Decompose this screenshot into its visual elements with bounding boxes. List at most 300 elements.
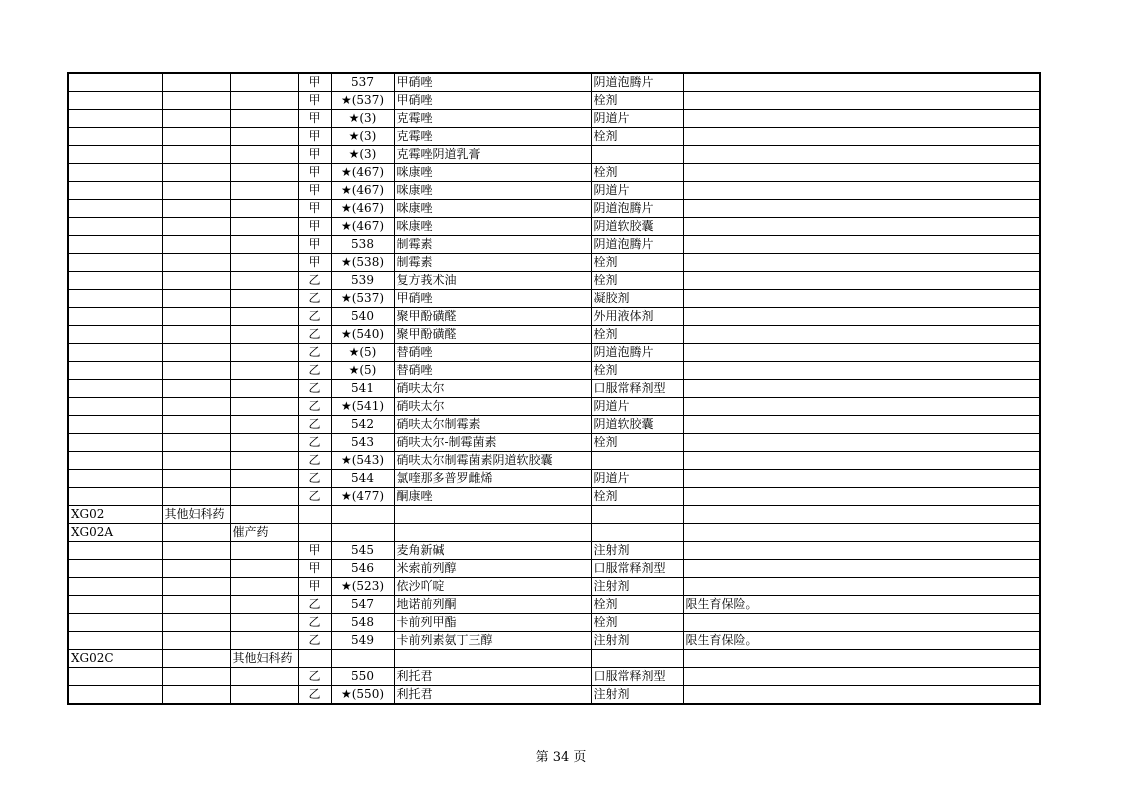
category-code-cell (68, 452, 162, 470)
note-cell (683, 434, 1040, 452)
category-code-cell (68, 470, 162, 488)
note-cell (683, 416, 1040, 434)
table-row (68, 434, 1040, 452)
class-cell: 乙 (298, 452, 331, 470)
table-row (68, 416, 1040, 434)
subcategory-name-cell: 催产药 (230, 524, 298, 542)
category-name-cell (162, 470, 230, 488)
category-code-cell (68, 632, 162, 650)
class-cell: 甲 (298, 236, 331, 254)
drug-name-cell: 硝呋太尔 (394, 398, 591, 416)
dosage-form-cell (591, 524, 683, 542)
dosage-form-cell (591, 452, 683, 470)
category-name-cell (162, 182, 230, 200)
drug-name-cell: 甲硝唑 (394, 290, 591, 308)
dosage-form-cell: 阴道泡腾片 (591, 73, 683, 92)
drug-name-cell: 替硝唑 (394, 362, 591, 380)
dosage-form-cell: 口服常释剂型 (591, 560, 683, 578)
dosage-form-cell (591, 650, 683, 668)
drug-name-cell: 聚甲酚磺醛 (394, 326, 591, 344)
category-code-cell (68, 416, 162, 434)
subcategory-name-cell (230, 290, 298, 308)
note-cell (683, 470, 1040, 488)
page-number: 第 34 页 (535, 750, 587, 765)
class-cell: 甲 (298, 218, 331, 236)
class-cell: 乙 (298, 614, 331, 632)
dosage-form-cell: 栓剂 (591, 488, 683, 506)
drug-name-cell: 酮康唑 (394, 488, 591, 506)
class-cell: 甲 (298, 110, 331, 128)
dosage-form-cell (591, 146, 683, 164)
number-cell: ★(467) (331, 200, 394, 218)
dosage-form-cell: 凝胶剂 (591, 290, 683, 308)
note-cell (683, 668, 1040, 686)
category-name-cell (162, 73, 230, 92)
subcategory-name-cell (230, 344, 298, 362)
table-row (68, 542, 1040, 560)
number-cell: 538 (331, 236, 394, 254)
category-code-cell (68, 344, 162, 362)
category-code-cell (68, 488, 162, 506)
drug-name-cell: 硝呋太尔-制霉菌素 (394, 434, 591, 452)
table-row (68, 470, 1040, 488)
number-cell: ★(5) (331, 362, 394, 380)
number-cell (331, 506, 394, 524)
dosage-form-cell: 注射剂 (591, 578, 683, 596)
table-row (68, 452, 1040, 470)
number-cell: ★(3) (331, 128, 394, 146)
table-row (68, 506, 1040, 524)
number-cell: ★(523) (331, 578, 394, 596)
note-cell (683, 146, 1040, 164)
class-cell (298, 524, 331, 542)
number-cell: ★(541) (331, 398, 394, 416)
dosage-form-cell: 栓剂 (591, 92, 683, 110)
table-row (68, 398, 1040, 416)
drug-name-cell: 利托君 (394, 668, 591, 686)
dosage-form-cell: 注射剂 (591, 632, 683, 650)
subcategory-name-cell (230, 380, 298, 398)
table-row (68, 614, 1040, 632)
subcategory-name-cell (230, 686, 298, 705)
category-name-cell (162, 164, 230, 182)
category-code-cell (68, 128, 162, 146)
dosage-form-cell: 阴道泡腾片 (591, 200, 683, 218)
table-row (68, 236, 1040, 254)
category-name-cell (162, 308, 230, 326)
table-row (68, 146, 1040, 164)
note-cell (683, 73, 1040, 92)
note-cell (683, 614, 1040, 632)
category-code-cell (68, 362, 162, 380)
drug-name-cell: 氯喹那多普罗雌烯 (394, 470, 591, 488)
number-cell: ★(3) (331, 110, 394, 128)
category-name-cell (162, 272, 230, 290)
number-cell: ★(3) (331, 146, 394, 164)
drug-name-cell: 咪康唑 (394, 200, 591, 218)
subcategory-name-cell (230, 164, 298, 182)
subcategory-name-cell (230, 434, 298, 452)
dosage-form-cell: 栓剂 (591, 362, 683, 380)
category-code-cell (68, 326, 162, 344)
dosage-form-cell: 注射剂 (591, 686, 683, 705)
number-cell: 537 (331, 73, 394, 92)
category-code-cell (68, 254, 162, 272)
category-name-cell (162, 380, 230, 398)
category-name-cell (162, 146, 230, 164)
category-code-cell (68, 92, 162, 110)
drug-name-cell: 卡前列甲酯 (394, 614, 591, 632)
table-row (68, 110, 1040, 128)
dosage-form-cell: 阴道泡腾片 (591, 344, 683, 362)
class-cell: 乙 (298, 488, 331, 506)
note-cell (683, 92, 1040, 110)
category-name-cell (162, 686, 230, 705)
table-row (68, 344, 1040, 362)
subcategory-name-cell (230, 452, 298, 470)
dosage-form-cell: 口服常释剂型 (591, 668, 683, 686)
category-name-cell (162, 524, 230, 542)
class-cell: 甲 (298, 578, 331, 596)
number-cell: 547 (331, 596, 394, 614)
table-row (68, 524, 1040, 542)
drug-table (67, 72, 1041, 705)
class-cell: 乙 (298, 470, 331, 488)
table-row (68, 560, 1040, 578)
class-cell: 乙 (298, 290, 331, 308)
category-name-cell (162, 92, 230, 110)
note-cell (683, 506, 1040, 524)
drug-name-cell: 米索前列醇 (394, 560, 591, 578)
note-cell (683, 272, 1040, 290)
class-cell: 乙 (298, 326, 331, 344)
drug-name-cell (394, 506, 591, 524)
subcategory-name-cell (230, 632, 298, 650)
subcategory-name-cell (230, 73, 298, 92)
class-cell: 乙 (298, 632, 331, 650)
number-cell: ★(477) (331, 488, 394, 506)
note-cell (683, 164, 1040, 182)
number-cell: ★(467) (331, 164, 394, 182)
dosage-form-cell: 阴道片 (591, 470, 683, 488)
category-code-cell (68, 668, 162, 686)
category-code-cell (68, 686, 162, 705)
dosage-form-cell: 栓剂 (591, 434, 683, 452)
note-cell (683, 380, 1040, 398)
table-row (68, 200, 1040, 218)
subcategory-name-cell (230, 668, 298, 686)
dosage-form-cell: 阴道片 (591, 110, 683, 128)
dosage-form-cell (591, 506, 683, 524)
category-name-cell (162, 398, 230, 416)
class-cell: 甲 (298, 146, 331, 164)
category-name-cell (162, 488, 230, 506)
dosage-form-cell: 阴道片 (591, 182, 683, 200)
table-row (68, 380, 1040, 398)
subcategory-name-cell (230, 254, 298, 272)
table-row (68, 182, 1040, 200)
number-cell: 545 (331, 542, 394, 560)
subcategory-name-cell (230, 110, 298, 128)
class-cell (298, 650, 331, 668)
category-name-cell (162, 596, 230, 614)
category-code-cell (68, 434, 162, 452)
subcategory-name-cell (230, 578, 298, 596)
drug-name-cell: 利托君 (394, 686, 591, 705)
dosage-form-cell: 阴道片 (591, 398, 683, 416)
table-row (68, 73, 1040, 92)
category-name-cell: 其他妇科药 (162, 506, 230, 524)
dosage-form-cell: 栓剂 (591, 128, 683, 146)
drug-name-cell (394, 524, 591, 542)
class-cell: 乙 (298, 362, 331, 380)
number-cell: 544 (331, 470, 394, 488)
drug-name-cell (394, 650, 591, 668)
drug-name-cell: 地诺前列酮 (394, 596, 591, 614)
subcategory-name-cell (230, 128, 298, 146)
drug-name-cell: 咪康唑 (394, 164, 591, 182)
note-cell (683, 128, 1040, 146)
dosage-form-cell: 阴道软胶囊 (591, 218, 683, 236)
note-cell (683, 452, 1040, 470)
class-cell: 乙 (298, 686, 331, 705)
category-name-cell (162, 110, 230, 128)
drug-table-body (68, 73, 1040, 704)
number-cell: 543 (331, 434, 394, 452)
note-cell (683, 218, 1040, 236)
class-cell: 甲 (298, 200, 331, 218)
subcategory-name-cell (230, 506, 298, 524)
category-code-cell (68, 164, 162, 182)
table-row (68, 596, 1040, 614)
class-cell: 甲 (298, 182, 331, 200)
drug-name-cell: 克霉唑 (394, 128, 591, 146)
category-name-cell (162, 578, 230, 596)
subcategory-name-cell (230, 470, 298, 488)
dosage-form-cell: 口服常释剂型 (591, 380, 683, 398)
drug-name-cell: 卡前列素氨丁三醇 (394, 632, 591, 650)
subcategory-name-cell (230, 218, 298, 236)
category-code-cell (68, 542, 162, 560)
note-cell: 限生育保险。 (683, 632, 1040, 650)
class-cell: 甲 (298, 164, 331, 182)
dosage-form-cell: 栓剂 (591, 272, 683, 290)
category-name-cell (162, 236, 230, 254)
subcategory-name-cell (230, 92, 298, 110)
subcategory-name-cell (230, 596, 298, 614)
drug-name-cell: 甲硝唑 (394, 92, 591, 110)
category-code-cell (68, 290, 162, 308)
table-row (68, 668, 1040, 686)
table-row (68, 128, 1040, 146)
drug-name-cell: 克霉唑阴道乳膏 (394, 146, 591, 164)
category-name-cell (162, 326, 230, 344)
class-cell: 甲 (298, 560, 331, 578)
note-cell (683, 542, 1040, 560)
note-cell (683, 254, 1040, 272)
subcategory-name-cell (230, 560, 298, 578)
dosage-form-cell: 阴道泡腾片 (591, 236, 683, 254)
subcategory-name-cell (230, 182, 298, 200)
dosage-form-cell: 栓剂 (591, 254, 683, 272)
number-cell: ★(538) (331, 254, 394, 272)
table-row (68, 254, 1040, 272)
note-cell (683, 488, 1040, 506)
category-name-cell (162, 668, 230, 686)
class-cell: 乙 (298, 668, 331, 686)
drug-name-cell: 硝呋太尔 (394, 380, 591, 398)
number-cell: ★(537) (331, 290, 394, 308)
class-cell: 乙 (298, 434, 331, 452)
drug-name-cell: 麦角新碱 (394, 542, 591, 560)
dosage-form-cell: 栓剂 (591, 326, 683, 344)
class-cell: 甲 (298, 128, 331, 146)
category-name-cell (162, 128, 230, 146)
subcategory-name-cell (230, 146, 298, 164)
subcategory-name-cell (230, 272, 298, 290)
drug-name-cell: 替硝唑 (394, 344, 591, 362)
subcategory-name-cell (230, 542, 298, 560)
subcategory-name-cell (230, 236, 298, 254)
number-cell: ★(537) (331, 92, 394, 110)
category-code-cell (68, 560, 162, 578)
subcategory-name-cell (230, 200, 298, 218)
number-cell: 548 (331, 614, 394, 632)
class-cell: 乙 (298, 416, 331, 434)
subcategory-name-cell (230, 416, 298, 434)
number-cell: ★(5) (331, 344, 394, 362)
note-cell: 限生育保险。 (683, 596, 1040, 614)
number-cell: ★(467) (331, 218, 394, 236)
subcategory-name-cell (230, 326, 298, 344)
drug-name-cell: 聚甲酚磺醛 (394, 308, 591, 326)
dosage-form-cell: 栓剂 (591, 164, 683, 182)
table-row (68, 290, 1040, 308)
drug-name-cell: 制霉素 (394, 236, 591, 254)
class-cell: 乙 (298, 380, 331, 398)
drug-name-cell: 咪康唑 (394, 218, 591, 236)
note-cell (683, 398, 1040, 416)
category-code-cell: XG02A (68, 524, 162, 542)
category-name-cell (162, 542, 230, 560)
number-cell: ★(540) (331, 326, 394, 344)
table-row (68, 92, 1040, 110)
class-cell: 乙 (298, 344, 331, 362)
number-cell: 542 (331, 416, 394, 434)
number-cell: 546 (331, 560, 394, 578)
subcategory-name-cell (230, 614, 298, 632)
category-code-cell: XG02 (68, 506, 162, 524)
table-row (68, 218, 1040, 236)
table-row (68, 632, 1040, 650)
note-cell (683, 578, 1040, 596)
class-cell: 乙 (298, 596, 331, 614)
number-cell: 549 (331, 632, 394, 650)
category-name-cell (162, 560, 230, 578)
class-cell: 乙 (298, 272, 331, 290)
note-cell (683, 344, 1040, 362)
number-cell (331, 524, 394, 542)
subcategory-name-cell (230, 488, 298, 506)
category-code-cell (68, 182, 162, 200)
table-row (68, 326, 1040, 344)
category-code-cell (68, 272, 162, 290)
category-code-cell (68, 73, 162, 92)
table-row (68, 308, 1040, 326)
subcategory-name-cell: 其他妇科药 (230, 650, 298, 668)
category-code-cell (68, 218, 162, 236)
note-cell (683, 650, 1040, 668)
class-cell (298, 506, 331, 524)
note-cell (683, 308, 1040, 326)
number-cell: 541 (331, 380, 394, 398)
drug-name-cell: 甲硝唑 (394, 73, 591, 92)
dosage-form-cell: 外用液体剂 (591, 308, 683, 326)
drug-name-cell: 复方莪术油 (394, 272, 591, 290)
category-code-cell (68, 110, 162, 128)
note-cell (683, 290, 1040, 308)
class-cell: 甲 (298, 542, 331, 560)
note-cell (683, 326, 1040, 344)
table-row (68, 272, 1040, 290)
category-name-cell (162, 290, 230, 308)
category-name-cell (162, 344, 230, 362)
table-row (68, 650, 1040, 668)
subcategory-name-cell (230, 398, 298, 416)
drug-name-cell: 制霉素 (394, 254, 591, 272)
note-cell (683, 182, 1040, 200)
category-code-cell (68, 380, 162, 398)
number-cell: 539 (331, 272, 394, 290)
table-row (68, 686, 1040, 705)
drug-name-cell: 克霉唑 (394, 110, 591, 128)
number-cell: 550 (331, 668, 394, 686)
number-cell: ★(543) (331, 452, 394, 470)
table-row (68, 164, 1040, 182)
subcategory-name-cell (230, 362, 298, 380)
note-cell (683, 362, 1040, 380)
class-cell: 乙 (298, 308, 331, 326)
drug-name-cell: 依沙吖啶 (394, 578, 591, 596)
drug-name-cell: 硝呋太尔制霉菌素阴道软胶囊 (394, 452, 591, 470)
table-row (68, 578, 1040, 596)
category-code-cell (68, 200, 162, 218)
note-cell (683, 524, 1040, 542)
category-name-cell (162, 362, 230, 380)
dosage-form-cell: 栓剂 (591, 614, 683, 632)
dosage-form-cell: 栓剂 (591, 596, 683, 614)
category-name-cell (162, 452, 230, 470)
category-name-cell (162, 650, 230, 668)
category-code-cell (68, 596, 162, 614)
note-cell (683, 560, 1040, 578)
category-name-cell (162, 434, 230, 452)
category-code-cell (68, 398, 162, 416)
dosage-form-cell: 注射剂 (591, 542, 683, 560)
table-row (68, 362, 1040, 380)
note-cell (683, 110, 1040, 128)
category-name-cell (162, 200, 230, 218)
note-cell (683, 686, 1040, 705)
number-cell: ★(467) (331, 182, 394, 200)
category-code-cell (68, 578, 162, 596)
category-code-cell (68, 614, 162, 632)
number-cell: 540 (331, 308, 394, 326)
category-code-cell: XG02C (68, 650, 162, 668)
note-cell (683, 236, 1040, 254)
category-name-cell (162, 416, 230, 434)
drug-name-cell: 咪康唑 (394, 182, 591, 200)
